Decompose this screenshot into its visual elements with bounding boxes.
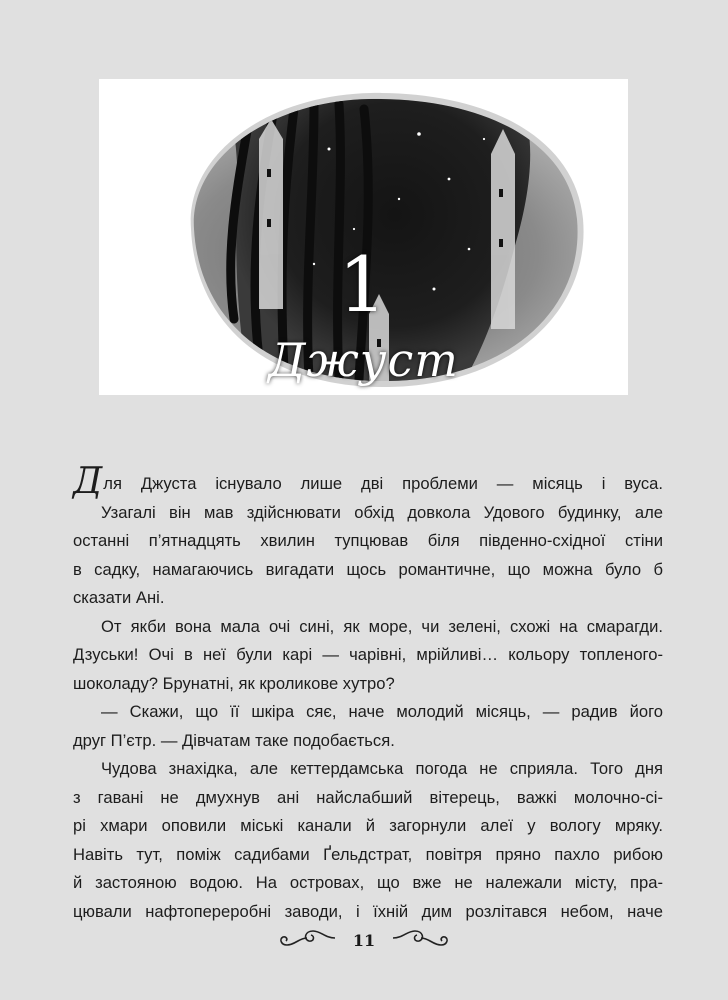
text-line: друг П’єтр. — Дівчатам таке подобається. bbox=[73, 730, 395, 750]
chapter-illustration bbox=[99, 79, 628, 395]
drop-cap: Д bbox=[73, 461, 103, 502]
text-line: шоколаду? Брунатні, як кроликове хутро? bbox=[73, 673, 395, 693]
text-line: От якби вона мала очі сині, як море, чи зелені, схожі на смарагди. bbox=[101, 616, 663, 636]
text-line: Чудова знахідка, але кеттердамська погода не сприяла. Того дня bbox=[101, 759, 663, 778]
text-line: й застояною водою. На островах, що вже не належали місту, пра- bbox=[73, 873, 663, 892]
text-line: цювали нафтопереробні заводи, і їхній дим розлітався небом, наче bbox=[73, 901, 663, 921]
text-line-content: ля Джуста існувало лише дві проблеми — місяць і вуса. bbox=[103, 474, 663, 493]
text-line: рі хмари оповили міські канали й загорнули алеї у вологу мряку. bbox=[73, 816, 663, 835]
text-line: — Скажи, що її шкіра сяє, наче молодий місяць, — радив його bbox=[101, 702, 663, 721]
page-number: 11 bbox=[352, 930, 376, 950]
text-line: Дзуськи! Очі в неї були карі — чарівні, мрійливі… кольору топленого- bbox=[73, 645, 663, 664]
right-flourish-icon bbox=[391, 927, 451, 953]
page-footer bbox=[0, 925, 728, 955]
text-line: Навіть тут, поміж садибами Ґельдстрат, повітря пряно пахло рибою bbox=[73, 844, 663, 864]
text-line: з гавані не дмухнув ані найслабший вітерець, важкі молочно-сі- bbox=[73, 787, 663, 807]
text-line bbox=[73, 461, 663, 502]
left-flourish-icon bbox=[277, 927, 337, 953]
chapter-number: 1 bbox=[338, 240, 389, 329]
text-line: останні п’ятнадцять хвилин тупцював біля південно-східної стіни bbox=[73, 531, 663, 550]
text-line: Узагалі він мав здійснювати обхід довкола Удового будинку, але bbox=[101, 502, 663, 522]
text-line: сказати Ані. bbox=[73, 588, 165, 607]
chapter-body-text bbox=[73, 461, 663, 926]
chapter-title: Джуст bbox=[268, 333, 459, 387]
text-line: в садку, намагаючись вигадати щось романтичне, що можна було б bbox=[73, 559, 663, 579]
